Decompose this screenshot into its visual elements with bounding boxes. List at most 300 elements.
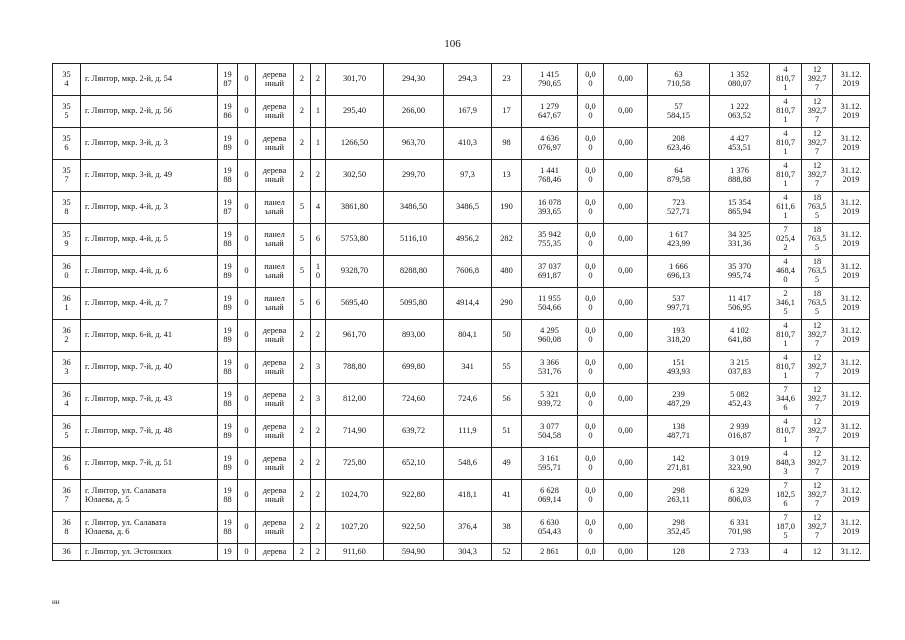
cell-address: г. Лянтор, мкр. 4-й, д. 6 xyxy=(81,256,218,288)
cell-entrances: 2 xyxy=(311,320,326,352)
cell-private-area: 341 xyxy=(444,352,492,384)
table-row xyxy=(53,64,870,96)
cell-wall-material: дерева нный xyxy=(256,448,294,480)
cell-row-number: 36 xyxy=(53,544,81,561)
cell-entrances: 3 xyxy=(311,352,326,384)
cell-col-12: 0,00 xyxy=(604,320,648,352)
cell-entrances: 6 xyxy=(311,288,326,320)
cell-residents: 49 xyxy=(492,448,522,480)
cell-floors: 2 xyxy=(294,352,311,384)
cell-floors: 2 xyxy=(294,544,311,561)
cell-total-area: 301,70 xyxy=(326,64,384,96)
cell-repair-cost: 3 077 504,58 xyxy=(522,416,578,448)
cell-col-12: 0,00 xyxy=(604,192,648,224)
table-row xyxy=(53,544,870,561)
cell-private-area: 548,6 xyxy=(444,448,492,480)
cell-col-12: 0,00 xyxy=(604,480,648,512)
cell-deadline-date: 31.12. 2019 xyxy=(833,320,870,352)
cell-col-13: 57 584,15 xyxy=(648,96,710,128)
cell-deadline-date: 31.12. 2019 xyxy=(833,416,870,448)
cell-deadline-date: 31.12. 2019 xyxy=(833,512,870,544)
cell-wall-material: дерева нный xyxy=(256,352,294,384)
cell-row-number: 36 5 xyxy=(53,416,81,448)
cell-floors: 2 xyxy=(294,480,311,512)
cell-repair-cost: 1 279 647,67 xyxy=(522,96,578,128)
cell-private-area: 724,6 xyxy=(444,384,492,416)
cell-private-area: 97,3 xyxy=(444,160,492,192)
cell-residents: 23 xyxy=(492,64,522,96)
table-row xyxy=(53,320,870,352)
cell-entrances: 6 xyxy=(311,224,326,256)
cell-wall-material: дерева нный xyxy=(256,512,294,544)
cell-living-area: 8288,80 xyxy=(384,256,444,288)
cell-col-16: 12 392,7 7 xyxy=(802,448,833,480)
cell-address: г. Лянтор, мкр. 7-й, д. 43 xyxy=(81,384,218,416)
cell-col-14: 1 222 063,52 xyxy=(710,96,770,128)
cell-wall-material: панел ьный xyxy=(256,224,294,256)
cell-col-3: 0 xyxy=(238,480,256,512)
cell-col-3: 0 xyxy=(238,320,256,352)
cell-col-11: 0,0 0 xyxy=(578,192,604,224)
cell-col-3: 0 xyxy=(238,96,256,128)
cell-col-15: 4 848,3 3 xyxy=(770,448,802,480)
cell-private-area: 4914,4 xyxy=(444,288,492,320)
cell-col-12: 0,00 xyxy=(604,544,648,561)
cell-deadline-date: 31.12. 2019 xyxy=(833,64,870,96)
cell-entrances: 1 xyxy=(311,96,326,128)
cell-address: г. Лянтор, ул. Салавата Юлаева, д. 6 xyxy=(81,512,218,544)
cell-residents: 50 xyxy=(492,320,522,352)
cell-col-16: 12 392,7 7 xyxy=(802,352,833,384)
table-row xyxy=(53,384,870,416)
cell-col-15: 4 810,7 1 xyxy=(770,320,802,352)
cell-address: г. Лянтор, мкр. 4-й, д. 3 xyxy=(81,192,218,224)
housing-register-table xyxy=(52,63,870,561)
cell-col-15: 7 182,5 6 xyxy=(770,480,802,512)
cell-living-area: 652,10 xyxy=(384,448,444,480)
cell-col-3: 0 xyxy=(238,448,256,480)
cell-address: г. Лянтор, мкр. 2-й, д. 56 xyxy=(81,96,218,128)
cell-wall-material: дерева нный xyxy=(256,160,294,192)
cell-floors: 2 xyxy=(294,512,311,544)
cell-living-area: 724,60 xyxy=(384,384,444,416)
cell-repair-cost: 3 366 531,76 xyxy=(522,352,578,384)
cell-col-15: 4 810,7 1 xyxy=(770,416,802,448)
cell-residents: 98 xyxy=(492,128,522,160)
cell-repair-cost: 6 628 069,14 xyxy=(522,480,578,512)
cell-col-13: 1 617 423,99 xyxy=(648,224,710,256)
cell-build-year: 19 87 xyxy=(218,192,238,224)
cell-private-area: 4956,2 xyxy=(444,224,492,256)
cell-residents: 55 xyxy=(492,352,522,384)
cell-row-number: 35 6 xyxy=(53,128,81,160)
cell-row-number: 36 0 xyxy=(53,256,81,288)
cell-col-3: 0 xyxy=(238,544,256,561)
cell-col-15: 7 344,6 6 xyxy=(770,384,802,416)
cell-living-area: 922,50 xyxy=(384,512,444,544)
cell-residents: 17 xyxy=(492,96,522,128)
cell-private-area: 376,4 xyxy=(444,512,492,544)
cell-col-16: 12 xyxy=(802,544,833,561)
cell-col-13: 537 997,71 xyxy=(648,288,710,320)
cell-col-11: 0,0 0 xyxy=(578,352,604,384)
cell-floors: 2 xyxy=(294,448,311,480)
table-row xyxy=(53,96,870,128)
cell-row-number: 36 6 xyxy=(53,448,81,480)
cell-wall-material: панел ьный xyxy=(256,256,294,288)
cell-private-area: 418,1 xyxy=(444,480,492,512)
cell-col-15: 7 025,4 2 xyxy=(770,224,802,256)
cell-col-14: 6 329 806,03 xyxy=(710,480,770,512)
cell-repair-cost: 5 321 939,72 xyxy=(522,384,578,416)
cell-deadline-date: 31.12. 2019 xyxy=(833,224,870,256)
cell-build-year: 19 89 xyxy=(218,416,238,448)
cell-col-15: 4 810,7 1 xyxy=(770,160,802,192)
cell-repair-cost: 1 415 790,65 xyxy=(522,64,578,96)
cell-floors: 5 xyxy=(294,256,311,288)
cell-private-area: 294,3 xyxy=(444,64,492,96)
cell-residents: 41 xyxy=(492,480,522,512)
table-row xyxy=(53,512,870,544)
cell-entrances: 2 xyxy=(311,448,326,480)
cell-wall-material: панел ьный xyxy=(256,192,294,224)
cell-col-14: 6 331 701,98 xyxy=(710,512,770,544)
cell-total-area: 5753,80 xyxy=(326,224,384,256)
table-row xyxy=(53,480,870,512)
cell-residents: 290 xyxy=(492,288,522,320)
cell-wall-material: дерева нный xyxy=(256,480,294,512)
cell-address: г. Лянтор, мкр. 7-й, д. 40 xyxy=(81,352,218,384)
cell-col-3: 0 xyxy=(238,128,256,160)
cell-deadline-date: 31.12. 2019 xyxy=(833,480,870,512)
cell-wall-material: дерева нный xyxy=(256,320,294,352)
cell-row-number: 36 7 xyxy=(53,480,81,512)
cell-deadline-date: 31.12. 2019 xyxy=(833,448,870,480)
cell-col-11: 0,0 0 xyxy=(578,480,604,512)
cell-entrances: 4 xyxy=(311,192,326,224)
cell-deadline-date: 31.12. 2019 xyxy=(833,352,870,384)
cell-col-16: 12 392,7 7 xyxy=(802,96,833,128)
cell-build-year: 19 88 xyxy=(218,352,238,384)
cell-row-number: 35 5 xyxy=(53,96,81,128)
cell-private-area: 111,9 xyxy=(444,416,492,448)
cell-private-area: 804,1 xyxy=(444,320,492,352)
cell-col-12: 0,00 xyxy=(604,352,648,384)
cell-floors: 5 xyxy=(294,288,311,320)
cell-col-3: 0 xyxy=(238,224,256,256)
cell-col-11: 0,0 0 xyxy=(578,224,604,256)
cell-col-12: 0,00 xyxy=(604,288,648,320)
cell-total-area: 5695,40 xyxy=(326,288,384,320)
cell-repair-cost: 1 441 768,46 xyxy=(522,160,578,192)
cell-deadline-date: 31.12. xyxy=(833,544,870,561)
cell-col-13: 1 666 696,13 xyxy=(648,256,710,288)
cell-total-area: 1266,50 xyxy=(326,128,384,160)
cell-col-11: 0,0 0 xyxy=(578,416,604,448)
table-row xyxy=(53,128,870,160)
cell-total-area: 725,80 xyxy=(326,448,384,480)
cell-living-area: 639,72 xyxy=(384,416,444,448)
cell-floors: 2 xyxy=(294,320,311,352)
cell-entrances: 1 xyxy=(311,128,326,160)
cell-deadline-date: 31.12. 2019 xyxy=(833,160,870,192)
cell-repair-cost: 2 861 xyxy=(522,544,578,561)
cell-col-15: 4 611,6 1 xyxy=(770,192,802,224)
cell-col-13: 151 493,93 xyxy=(648,352,710,384)
cell-repair-cost: 6 630 054,43 xyxy=(522,512,578,544)
cell-living-area: 5116,10 xyxy=(384,224,444,256)
cell-total-area: 1024,70 xyxy=(326,480,384,512)
cell-col-11: 0,0 0 xyxy=(578,448,604,480)
cell-residents: 51 xyxy=(492,416,522,448)
cell-residents: 480 xyxy=(492,256,522,288)
cell-col-14: 11 417 506,95 xyxy=(710,288,770,320)
cell-residents: 282 xyxy=(492,224,522,256)
cell-col-13: 193 318,20 xyxy=(648,320,710,352)
cell-total-area: 812,00 xyxy=(326,384,384,416)
cell-col-14: 34 325 331,36 xyxy=(710,224,770,256)
cell-repair-cost: 11 955 504,66 xyxy=(522,288,578,320)
cell-col-12: 0,00 xyxy=(604,512,648,544)
cell-repair-cost: 37 037 691,87 xyxy=(522,256,578,288)
cell-private-area: 304,3 xyxy=(444,544,492,561)
cell-deadline-date: 31.12. 2019 xyxy=(833,384,870,416)
cell-col-12: 0,00 xyxy=(604,448,648,480)
cell-floors: 2 xyxy=(294,160,311,192)
cell-living-area: 299,70 xyxy=(384,160,444,192)
table-row xyxy=(53,352,870,384)
cell-col-3: 0 xyxy=(238,160,256,192)
cell-col-12: 0,00 xyxy=(604,256,648,288)
cell-col-13: 239 487,29 xyxy=(648,384,710,416)
cell-address: г. Лянтор, мкр. 4-й, д. 5 xyxy=(81,224,218,256)
cell-row-number: 36 3 xyxy=(53,352,81,384)
footer-mark: нн xyxy=(52,598,60,606)
cell-col-12: 0,00 xyxy=(604,128,648,160)
cell-col-14: 2 939 016,87 xyxy=(710,416,770,448)
cell-private-area: 167,9 xyxy=(444,96,492,128)
cell-col-11: 0,0 0 xyxy=(578,512,604,544)
cell-col-11: 0,0 0 xyxy=(578,288,604,320)
cell-living-area: 699,80 xyxy=(384,352,444,384)
cell-floors: 5 xyxy=(294,192,311,224)
cell-living-area: 594,90 xyxy=(384,544,444,561)
cell-living-area: 294,30 xyxy=(384,64,444,96)
cell-col-16: 12 392,7 7 xyxy=(802,512,833,544)
cell-total-area: 295,40 xyxy=(326,96,384,128)
cell-repair-cost: 4 295 960,08 xyxy=(522,320,578,352)
cell-entrances: 2 xyxy=(311,64,326,96)
cell-col-14: 3 215 037,83 xyxy=(710,352,770,384)
cell-col-16: 12 392,7 7 xyxy=(802,320,833,352)
cell-col-16: 12 392,7 7 xyxy=(802,160,833,192)
table-row xyxy=(53,416,870,448)
cell-residents: 56 xyxy=(492,384,522,416)
cell-col-16: 18 763,5 5 xyxy=(802,256,833,288)
cell-living-area: 963,70 xyxy=(384,128,444,160)
cell-col-16: 12 392,7 7 xyxy=(802,480,833,512)
cell-col-3: 0 xyxy=(238,512,256,544)
cell-col-16: 12 392,7 7 xyxy=(802,128,833,160)
table-row xyxy=(53,448,870,480)
cell-col-16: 18 763,5 5 xyxy=(802,192,833,224)
cell-wall-material: дерева нный xyxy=(256,384,294,416)
cell-deadline-date: 31.12. 2019 xyxy=(833,96,870,128)
cell-col-15: 2 346,1 5 xyxy=(770,288,802,320)
cell-col-15: 4 468,4 0 xyxy=(770,256,802,288)
cell-wall-material: панел ьный xyxy=(256,288,294,320)
cell-living-area: 893,00 xyxy=(384,320,444,352)
cell-col-14: 4 427 453,51 xyxy=(710,128,770,160)
cell-col-11: 0,0 0 xyxy=(578,64,604,96)
cell-col-14: 35 370 995,74 xyxy=(710,256,770,288)
cell-col-16: 12 392,7 7 xyxy=(802,384,833,416)
cell-row-number: 35 4 xyxy=(53,64,81,96)
cell-address: г. Лянтор, мкр. 6-й, д. 41 xyxy=(81,320,218,352)
cell-build-year: 19 xyxy=(218,544,238,561)
cell-address: г. Лянтор, мкр. 7-й, д. 51 xyxy=(81,448,218,480)
cell-col-16: 12 392,7 7 xyxy=(802,64,833,96)
cell-residents: 52 xyxy=(492,544,522,561)
cell-total-area: 9328,70 xyxy=(326,256,384,288)
cell-col-15: 4 810,7 1 xyxy=(770,96,802,128)
cell-build-year: 19 86 xyxy=(218,96,238,128)
cell-living-area: 266,00 xyxy=(384,96,444,128)
cell-entrances: 2 xyxy=(311,512,326,544)
cell-private-area: 3486,5 xyxy=(444,192,492,224)
cell-repair-cost: 3 161 595,71 xyxy=(522,448,578,480)
cell-col-3: 0 xyxy=(238,256,256,288)
cell-build-year: 19 88 xyxy=(218,512,238,544)
cell-repair-cost: 4 636 076,97 xyxy=(522,128,578,160)
cell-residents: 190 xyxy=(492,192,522,224)
cell-row-number: 36 4 xyxy=(53,384,81,416)
cell-private-area: 410,3 xyxy=(444,128,492,160)
cell-col-16: 18 763,5 5 xyxy=(802,288,833,320)
cell-col-3: 0 xyxy=(238,384,256,416)
cell-col-14: 5 082 452,43 xyxy=(710,384,770,416)
table-row xyxy=(53,224,870,256)
cell-address: г. Лянтор, ул. Эстонских xyxy=(81,544,218,561)
cell-col-11: 0,0 xyxy=(578,544,604,561)
cell-col-13: 138 487,71 xyxy=(648,416,710,448)
cell-build-year: 19 87 xyxy=(218,64,238,96)
cell-build-year: 19 89 xyxy=(218,448,238,480)
cell-col-13: 63 710,58 xyxy=(648,64,710,96)
cell-col-11: 0,0 0 xyxy=(578,256,604,288)
cell-build-year: 19 89 xyxy=(218,256,238,288)
cell-address: г. Лянтор, мкр. 4-й, д. 7 xyxy=(81,288,218,320)
cell-total-area: 788,80 xyxy=(326,352,384,384)
cell-col-13: 128 xyxy=(648,544,710,561)
cell-col-14: 1 352 080,07 xyxy=(710,64,770,96)
cell-residents: 13 xyxy=(492,160,522,192)
cell-build-year: 19 88 xyxy=(218,480,238,512)
cell-row-number: 35 8 xyxy=(53,192,81,224)
cell-deadline-date: 31.12. 2019 xyxy=(833,128,870,160)
cell-build-year: 19 88 xyxy=(218,384,238,416)
cell-deadline-date: 31.12. 2019 xyxy=(833,288,870,320)
cell-col-14: 1 376 888,88 xyxy=(710,160,770,192)
cell-col-11: 0,0 0 xyxy=(578,384,604,416)
cell-living-area: 922,80 xyxy=(384,480,444,512)
cell-build-year: 19 89 xyxy=(218,320,238,352)
cell-col-11: 0,0 0 xyxy=(578,320,604,352)
cell-col-3: 0 xyxy=(238,416,256,448)
cell-col-14: 4 102 641,88 xyxy=(710,320,770,352)
cell-build-year: 19 89 xyxy=(218,288,238,320)
cell-floors: 2 xyxy=(294,384,311,416)
cell-entrances: 2 xyxy=(311,416,326,448)
cell-repair-cost: 16 078 393,65 xyxy=(522,192,578,224)
cell-total-area: 714,90 xyxy=(326,416,384,448)
cell-col-14: 15 354 865,94 xyxy=(710,192,770,224)
table-row xyxy=(53,192,870,224)
cell-col-14: 3 019 323,90 xyxy=(710,448,770,480)
cell-row-number: 36 8 xyxy=(53,512,81,544)
cell-floors: 2 xyxy=(294,64,311,96)
cell-row-number: 36 1 xyxy=(53,288,81,320)
cell-col-15: 4 xyxy=(770,544,802,561)
cell-floors: 2 xyxy=(294,96,311,128)
cell-address: г. Лянтор, мкр. 3-й, д. 3 xyxy=(81,128,218,160)
cell-entrances: 2 xyxy=(311,480,326,512)
table-row xyxy=(53,160,870,192)
table-row xyxy=(53,256,870,288)
cell-address: г. Лянтор, мкр. 7-й, д. 48 xyxy=(81,416,218,448)
cell-address: г. Лянтор, ул. Салавата Юлаева, д. 5 xyxy=(81,480,218,512)
cell-col-3: 0 xyxy=(238,192,256,224)
cell-col-15: 7 187,0 5 xyxy=(770,512,802,544)
cell-repair-cost: 35 942 755,35 xyxy=(522,224,578,256)
cell-col-13: 208 623,46 xyxy=(648,128,710,160)
cell-build-year: 19 88 xyxy=(218,160,238,192)
cell-private-area: 7606,8 xyxy=(444,256,492,288)
cell-col-13: 142 271,81 xyxy=(648,448,710,480)
cell-total-area: 3861,80 xyxy=(326,192,384,224)
cell-col-13: 298 352,45 xyxy=(648,512,710,544)
cell-wall-material: дерева нный xyxy=(256,416,294,448)
page-number: 106 xyxy=(444,38,461,50)
cell-deadline-date: 31.12. 2019 xyxy=(833,256,870,288)
cell-total-area: 961,70 xyxy=(326,320,384,352)
cell-col-12: 0,00 xyxy=(604,96,648,128)
cell-col-13: 64 879,58 xyxy=(648,160,710,192)
cell-deadline-date: 31.12. 2019 xyxy=(833,192,870,224)
cell-address: г. Лянтор, мкр. 3-й, д. 49 xyxy=(81,160,218,192)
cell-col-11: 0,0 0 xyxy=(578,96,604,128)
cell-col-3: 0 xyxy=(238,64,256,96)
cell-entrances: 2 xyxy=(311,160,326,192)
cell-floors: 2 xyxy=(294,416,311,448)
cell-build-year: 19 89 xyxy=(218,128,238,160)
cell-build-year: 19 88 xyxy=(218,224,238,256)
cell-col-12: 0,00 xyxy=(604,416,648,448)
cell-col-12: 0,00 xyxy=(604,160,648,192)
cell-wall-material: дерева нный xyxy=(256,128,294,160)
table-row xyxy=(53,288,870,320)
cell-total-area: 911,60 xyxy=(326,544,384,561)
cell-wall-material: дерева xyxy=(256,544,294,561)
cell-entrances: 2 xyxy=(311,544,326,561)
cell-col-11: 0,0 0 xyxy=(578,160,604,192)
cell-col-15: 4 810,7 1 xyxy=(770,352,802,384)
cell-col-16: 18 763,5 5 xyxy=(802,224,833,256)
cell-col-16: 12 392,7 7 xyxy=(802,416,833,448)
cell-entrances: 1 0 xyxy=(311,256,326,288)
cell-address: г. Лянтор, мкр. 2-й, д. 54 xyxy=(81,64,218,96)
cell-col-11: 0,0 0 xyxy=(578,128,604,160)
